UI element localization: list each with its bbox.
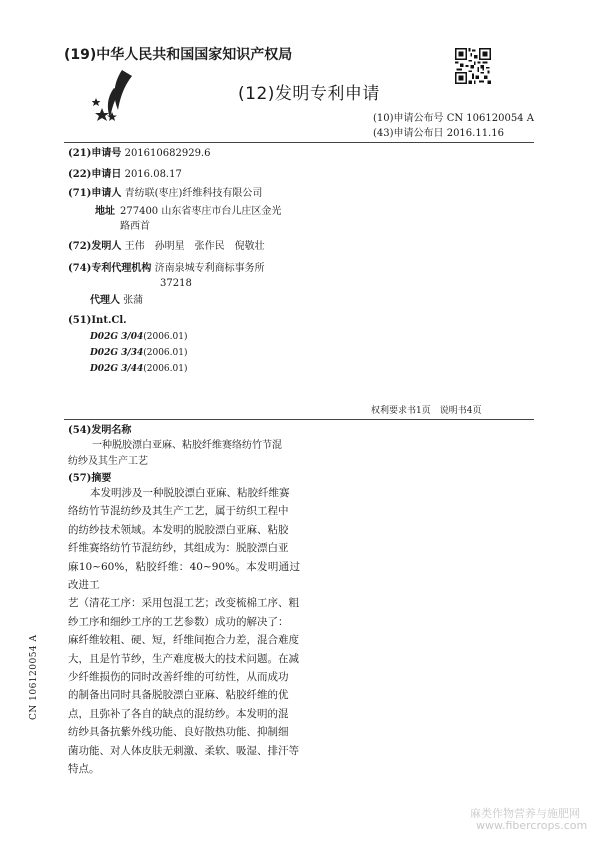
office-line: (19)中华人民共和国国家知识产权局 (64, 47, 293, 63)
ipc-version: (2006.01) (143, 332, 188, 342)
abstract-line: 菌功能、对人体皮肤无刺激、柔软、吸湿、排汗等 (68, 744, 299, 757)
ipc-item (90, 363, 187, 375)
ipc-item (90, 331, 187, 343)
ipc-code: D02G 3/04 (90, 332, 144, 342)
abstract-line: 少纤维损伤的同时改善纤维的可纺性，从而成功 (68, 671, 289, 684)
abstract-line: 特点。 (68, 763, 100, 776)
inventor-value: 王伟 孙明星 张作民 倪敬壮 (124, 241, 265, 252)
header-divider (64, 142, 534, 143)
abstract-line: 艺（清花工序：采用包混工艺；改变梳棉工序、粗 (68, 597, 299, 610)
page-count-note: 权利要求书1页 说明书4页 (371, 406, 482, 416)
agency-field (68, 262, 265, 275)
invention-title-line-1: 一种脱胶漂白亚麻、粘胶纤维赛络纺竹节混 (92, 440, 282, 451)
ipc-version: (2006.01) (143, 348, 188, 358)
abstract-line: 点，且弥补了各自的缺点的混纺纱。本发明的混 (68, 707, 289, 720)
abstract-line: 大，且是竹节纱，生产难度极大的技术问题。在减 (68, 652, 299, 665)
application-number-label: (21)申请号 (68, 148, 122, 159)
abstract-line: 麻纤维较粗、硬、短，纤维间抱合力差，混合难度 (68, 634, 299, 647)
abstract-line: 的纺纱技术领域。本发明的脱胶漂白亚麻、粘胶 (68, 523, 289, 536)
applicant-field (68, 187, 262, 200)
address-label: 地址 (95, 206, 115, 217)
watermark-site-name: 麻类作物营养与施肥网 (470, 807, 580, 820)
agency-label: (74)专利代理机构 (68, 263, 152, 274)
publication-date: (43)申请公布日 2016.11.16 (373, 128, 504, 139)
agency-code: 37218 (160, 278, 192, 289)
filing-date-label: (22)申请日 (68, 169, 122, 180)
abstract-line: 的制备出同时具备脱胶漂白亚麻、粘胶纤维的优 (68, 689, 289, 702)
ipc-code: D02G 3/34 (90, 348, 144, 358)
filing-date-field (68, 168, 182, 181)
section-divider (64, 419, 534, 420)
inventor-label: (72)发明人 (68, 241, 122, 252)
agency-value: 济南泉城专利商标事务所 (154, 263, 265, 274)
filing-date-value: 2016.08.17 (124, 169, 182, 180)
agent-value: 张蒲 (123, 295, 144, 306)
application-number-value: 201610682929.6 (124, 148, 211, 159)
watermark-url: www.fibercrops.com (476, 819, 588, 832)
sipo-logo (92, 68, 142, 124)
abstract-line: 麻10~60%，粘胶纤维：40~90%。本发明通过改进工 (68, 560, 300, 592)
side-publication-code: CN 106120054 A (29, 634, 39, 720)
applicant-value: 青纺联(枣庄)纤维科技有限公司 (124, 188, 263, 199)
abstract-line: 纺纱具备抗紫外线功能、良好散热功能、抑制细 (68, 726, 289, 739)
ipc-item (90, 347, 187, 359)
abstract-line: 纤维赛络纺竹节混纺纱，其组成为：脱胶漂白亚 (68, 542, 289, 555)
ipc-code: D02G 3/44 (90, 364, 144, 374)
agent-field (90, 294, 143, 307)
qr-code-icon (455, 48, 491, 84)
address-line-2: 路西首 (120, 221, 150, 232)
ipc-label: (51)Int.Cl. (68, 315, 127, 326)
abstract-line: 纱工序和细纱工序的工艺参数）成功的解决了： (68, 615, 289, 628)
address-line-1: 277400 山东省枣庄市台儿庄区金光 (120, 206, 282, 217)
publication-number: (10)申请公布号 CN 106120054 A (373, 113, 534, 124)
abstract-line: 络纺竹节混纺纱及其生产工艺，属于纺织工程中 (68, 505, 289, 518)
applicant-label: (71)申请人 (68, 188, 122, 199)
inventor-field (68, 240, 265, 253)
invention-title-label: (54)发明名称 (68, 425, 132, 436)
agent-label: 代理人 (90, 295, 120, 306)
ipc-version: (2006.01) (143, 364, 188, 374)
abstract-body (68, 484, 300, 779)
document-type: (12)发明专利申请 (238, 84, 380, 104)
sipo-logo-icon (92, 68, 142, 124)
abstract-line: 本发明涉及一种脱胶漂白亚麻、粘胶纤维赛 (90, 487, 290, 499)
abstract-label: (57)摘要 (68, 473, 112, 484)
application-number-field (68, 147, 210, 160)
invention-title-line-2: 纺纱及其生产工艺 (68, 456, 148, 467)
